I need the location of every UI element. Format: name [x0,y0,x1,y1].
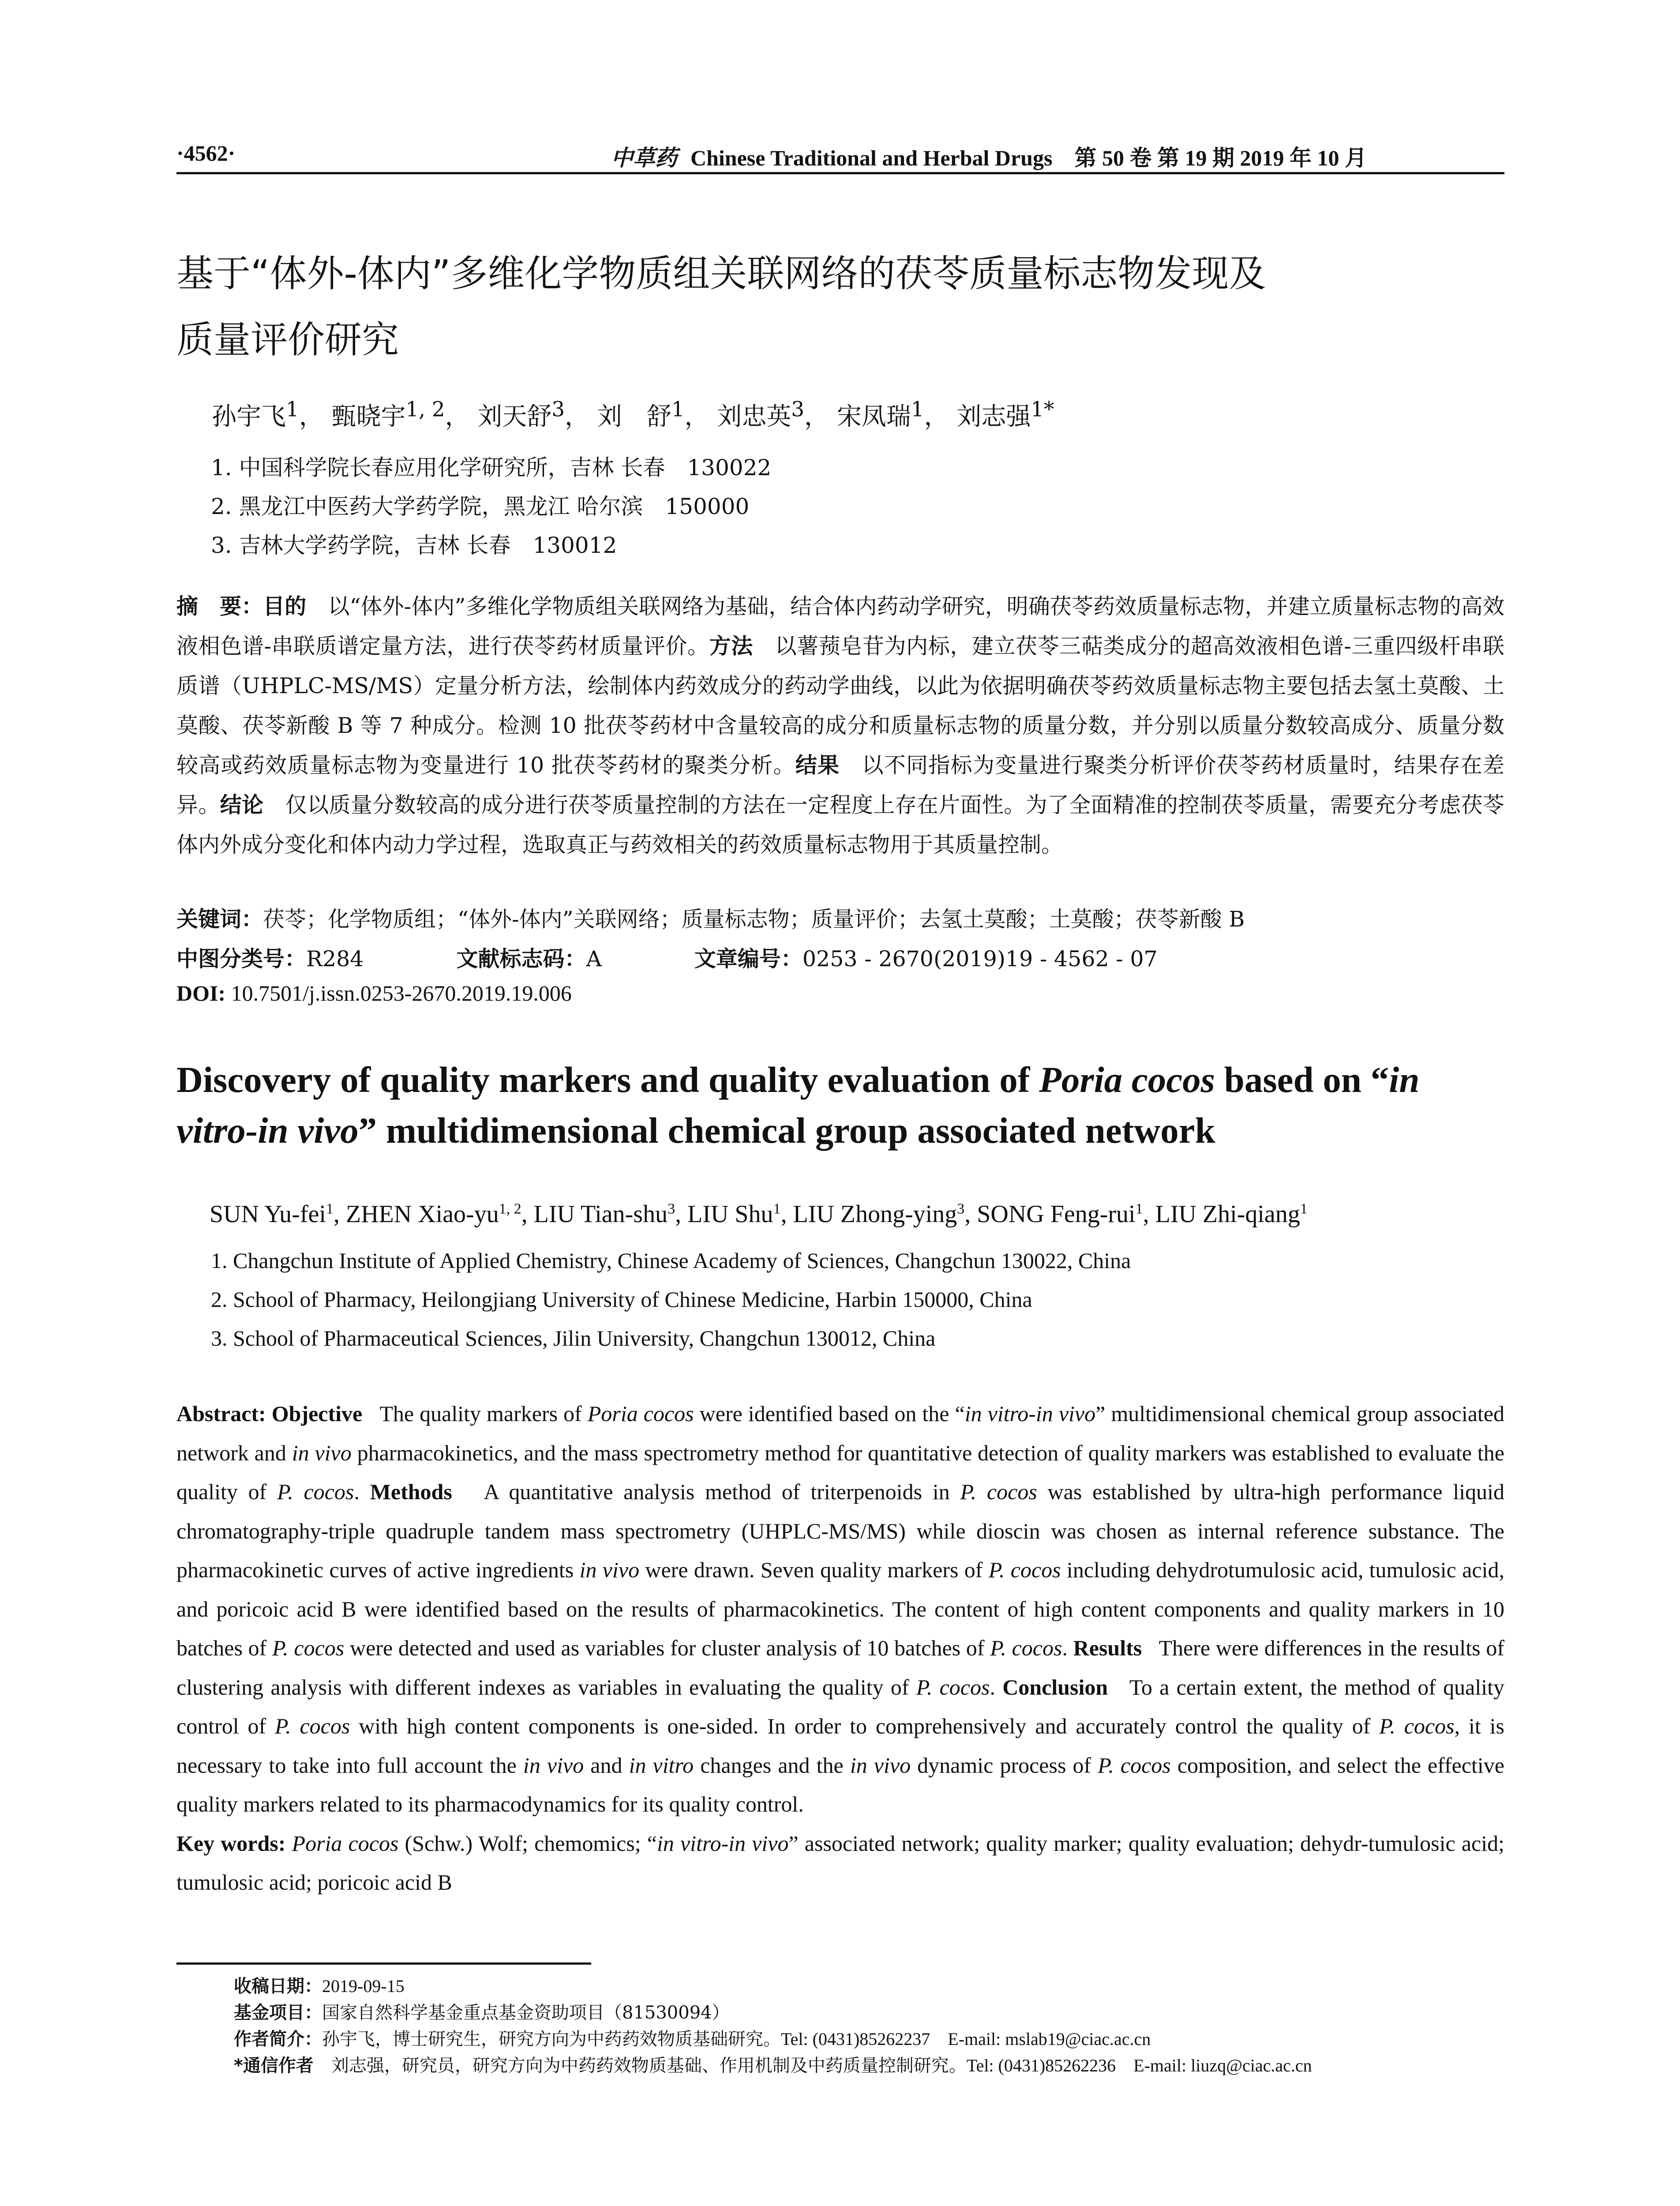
conclusion-label-en: Conclusion [1002,1674,1108,1700]
results-cn: 以不同指标为变量进行聚类分析评价茯苓药材质量时，结果存在差异。 [176,753,1504,818]
clc-value: R284 [306,946,364,972]
abstract-en-italic: in vivo [850,1752,911,1778]
abstract-en-italic: in vitro-in vivo [964,1401,1096,1426]
abstract-en-text: composition, and select the effective quality markers related to its pharmacodynamics for its quality control. [176,1752,1504,1816]
received-date: 2019-09-15 [322,1976,405,1996]
title-en-part: based on “ [1215,1059,1389,1100]
journal-line [611,140,1367,172]
title-cn-line1: 基于“体外-体内”多维化学物质组关联网络的茯苓质量标志物发现及 [176,252,1266,295]
conclusion-cn: 仅以质量分数较高的成分进行茯苓质量控制的方法在一定程度上存在片面性。为了全面精准的控制茯苓质量，需要充分考虑茯苓体内外成分变化和体内动力学过程，选取真正与药效相关的药效质量标志物用于其质量控制。 [176,792,1504,857]
doc-code-label: 文献标志码： [456,946,586,972]
classification-line [176,942,1158,973]
abstract-en-text: with high content components is one-sided. In order to comprehensively and accurately control the quality of [350,1714,1380,1738]
author-en: LIU Shu [687,1201,773,1228]
fund-text: 国家自然科学基金重点基金资助项目（81530094） [322,2003,730,2023]
objective-label-en: Objective [271,1401,363,1426]
abstract-en-italic: P. cocos [272,1636,345,1660]
abstract-en-italic: in vitro [629,1752,694,1778]
author-cn: 孙宇飞 [212,402,286,431]
affiliation-en: 2. School of Pharmacy, Heilongjiang University of Chinese Medicine, Harbin 150000, China [211,1287,1032,1312]
fund-label: 基金项目： [234,2003,322,2023]
abstract-en-italic: P. cocos [916,1674,990,1700]
affiliation-en: 1. Changchun Institute of Applied Chemistry, Chinese Academy of Sciences, Changchun 130022, China [211,1248,1131,1273]
issue-info: 第 50 卷 第 19 期 2019 年 10 月 [1074,146,1367,170]
author-cn: 刘天舒 [477,402,552,431]
abstract-en-text: and [584,1752,629,1778]
article-number-label: 文章编号： [694,946,802,972]
author-contact: Tel: (0431)85262237 E-mail: mslab19@ciac.ac.cn [781,2029,1151,2049]
objective-label-cn: 目的 [263,594,307,619]
author-sup: 1 [1300,1201,1308,1217]
author-sup: 1 [911,398,924,422]
corresponding-contact: Tel: (0431)85262236 E-mail: liuzq@ciac.ac.cn [966,2056,1312,2075]
author-sup: 1 [671,398,685,422]
clc-label: 中图分类号： [176,946,307,972]
doi-label: DOI: [176,981,226,1005]
abstract-en-text: were detected and used as variables for cluster analysis of 10 batches of [344,1636,990,1660]
abstract-en-text: . [354,1479,370,1504]
abstract-en-text: were drawn. Seven quality markers of [639,1557,989,1582]
keywords-cn-text: 茯苓；化学物质组；“体外-体内”关联网络；质量标志物；质量评价；去氢土莫酸；土莫酸；茯苓新酸 B [263,907,1245,932]
footnote-author [234,2025,1151,2050]
abstract-en-text: was established by ultra-high performance liquid chromatography-triple quadruple tandem mass spectrometry (UHPLC-MS/MS) while dioscin was chosen as internal reference substance. The pharmacokinetic curves of active ingredients [176,1479,1504,1582]
keywords-en-label: Key words: [176,1831,286,1856]
affiliation-cn: 2. 黑龙江中医药大学药学院，黑龙江 哈尔滨 150000 [211,494,750,519]
abstract-en-italic: Poria cocos [587,1401,694,1426]
affiliation-cn: 3. 吉林大学药学院，吉林 长春 130012 [211,533,617,558]
abstract-en-text: were identified based on the “ [694,1401,965,1426]
author-sup: 3 [957,1201,965,1217]
author-bio-label: 作者简介： [234,2029,322,2049]
abstract-en-text: . [1062,1636,1073,1660]
abstract-en-italic: P. cocos [960,1479,1037,1504]
author-en: LIU Zhong-ying [793,1201,957,1228]
methods-cn: 以薯蓣皂苷为内标，建立茯苓三萜类成分的超高效液相色谱-三重四级杆串联质谱（UHPLC-MS/MS）定量分析方法，绘制体内药效成分的药动学曲线，以此为依据明确茯苓药效质量标志物主要包括去氢土莫酸、土莫酸、茯苓新酸 B 等 7 种成分。检测 10 批茯苓药材中含量较高的成分和质量标志物的质量分数，并分别以质量分数较高成分、质量分数较高或药效质量标志物为变量进行 10 批茯苓药材的聚类分析。 [176,634,1504,778]
abstract-en-text: There were differences in the results of clustering analysis with different indexes as variables in evaluating the quality of [176,1636,1505,1700]
abstract-en-text: . [990,1674,1003,1700]
page-number: ·4562· [176,141,236,165]
keywords-en-ivv: in vitro-in vivo [656,1831,789,1856]
footnote-corresponding [234,2052,1312,2077]
title-en-species: Poria cocos [1039,1059,1215,1100]
abstract-en-text: pharmacokinetics, and the mass spectrometry method for quantitative detection of quality markers was established to evaluate the quality of [176,1440,1504,1504]
abstract-en-text: To a certain extent, the method of quality control of [176,1674,1504,1738]
abstract-en-italic: in vivo [579,1557,640,1582]
footnote-received [234,1972,405,1997]
author-en: LIU Zhi-qiang [1155,1201,1300,1228]
author-sup: 3 [668,1201,675,1217]
author-sup: 1 [773,1201,781,1217]
abstract-en-text: changes and the [694,1752,850,1778]
conclusion-label-cn: 结论 [220,792,264,818]
abstract-en-italic: P. cocos [277,1479,354,1504]
affiliation-en: 3. School of Pharmaceutical Sciences, Jilin University, Changchun 130012, China [211,1326,936,1351]
abstract-en-italic: P. cocos [1379,1714,1455,1738]
abstract-cn-label: 摘 要： [176,594,263,619]
title-cn [176,240,1504,373]
footnote-divider [176,1962,591,1965]
author-sup: 1, 2 [405,398,445,422]
abstract-en-text: dynamic process of [911,1752,1098,1778]
running-header [176,137,1504,174]
title-en [176,1054,1504,1156]
authors-cn: 孙宇飞$^1$， 甄晓宇$^{1, 2}$， 刘天舒$^3$， 刘 舒$^1$， 刘忠英$^3$， 宋凤瑞$^1$， 刘志强$^{1*}$ [212,398,1054,431]
abstract-en-italic: in vivo [292,1440,352,1465]
author-bio-text: 孙宇飞，博士研究生，研究方向为中药药效物质基础研究。 [322,2029,781,2049]
author-cn: 刘忠英 [717,402,791,431]
title-cn-line2: 质量评价研究 [176,318,399,361]
keywords-cn [176,902,1245,933]
abstract-en-text: A quantitative analysis method of triterpenoids in [484,1479,960,1504]
author-sup: 1 [1135,1201,1143,1217]
methods-label-cn: 方法 [709,634,753,659]
author-sup: 1* [1031,398,1054,422]
article-number-value: 0253 - 2670(2019)19 - 4562 - 07 [802,946,1158,972]
doc-code-value: A [586,946,602,972]
abstract-en-italic: P. cocos [988,1557,1061,1582]
author-cn: 刘志强 [956,402,1031,431]
author-sup: 1 [326,1201,334,1217]
abstract-cn [176,587,1504,865]
abstract-en-italic: P. cocos [275,1714,350,1738]
doi-value[interactable]: 10.7501/j.issn.0253-2670.2019.19.006 [231,981,572,1005]
author-en: SUN Yu-fei [210,1201,326,1228]
author-sup: 1 [286,398,299,422]
abstract-en-text: ” multidimensional chemical group associated network and [176,1401,1505,1465]
abstract-en-text: , it is necessary to take into full account the [176,1714,1504,1778]
authors-en: SUN Yu-fei$^1$, ZHEN Xiao-yu$^{1, 2}$, LIU Tian-shu$^3$, LIU Shu$^1$, LIU Zhong-ying$^3$, SONG Feng-rui$^1$, LIU Zhi-qiang$^1$ [210,1201,1308,1228]
abstract-en-italic: in vivo [523,1752,584,1778]
results-label-en: Results [1073,1636,1142,1660]
received-label: 收稿日期： [234,1976,322,1996]
keywords-en-text: (Schw.) Wolf; chemomics; “ [398,1831,657,1856]
abstract-en [176,1394,1504,1902]
abstract-en-italic: P. cocos [990,1636,1062,1660]
author-sup: 3 [551,398,565,422]
title-en-part: ” multidimensional chemical group associated network [358,1110,1215,1151]
author-cn: 刘 舒 [597,402,671,431]
author-sup: 1, 2 [499,1201,521,1217]
abstract-en-italic: P. cocos [1098,1752,1171,1778]
corresponding-text: 刘志强，研究员，研究方向为中药药效物质基础、作用机制及中药质量控制研究。 [331,2056,967,2076]
title-en-part: Discovery of quality markers and quality evaluation of [176,1059,1039,1100]
keywords-en-species: Poria cocos [292,1831,399,1856]
author-en: LIU Tian-shu [533,1201,668,1228]
journal-name-cn: 中草药 [611,145,677,171]
results-label-cn: 结果 [795,753,840,778]
corresponding-label: *通信作者 [234,2056,314,2076]
author-sup: 3 [791,398,805,422]
author-en: ZHEN Xiao-yu [345,1201,499,1228]
author-en: SONG Feng-rui [977,1201,1136,1228]
title-en-ivv: in vitro-in vivo [176,1059,1420,1151]
journal-name-en: Chinese Traditional and Herbal Drugs [690,146,1053,170]
keywords-cn-label: 关键词： [176,907,263,932]
keywords-en-text: ” associated network; quality marker; quality evaluation; dehydr-tumulosic acid; tumulosic acid; poricoic acid B [176,1831,1504,1895]
methods-label-en: Methods [370,1479,452,1504]
doi-line [176,980,572,1006]
footnote-fund [234,1999,730,2024]
objective-cn: 以“体外-体内”多维化学物质组关联网络为基础，结合体内药动学研究，明确茯苓药效质量标志物，并建立质量标志物的高效液相色谱-串联质谱定量方法，进行茯苓药材质量评价。 [176,594,1504,659]
abstract-en-text: The quality markers of [379,1401,588,1426]
affiliation-cn: 1. 中国科学院长春应用化学研究所，吉林 长春 130022 [211,455,772,480]
abstract-en-label: Abstract: [176,1401,266,1426]
author-cn: 甄晓宇 [331,402,406,431]
author-cn: 宋凤瑞 [836,402,911,431]
abstract-en-text: including dehydrotumulosic acid, tumulosic acid, and poricoic acid B were identified based on the results of pharmacokinetics. The content of high content components and quality markers in 10 batches of [176,1557,1504,1660]
